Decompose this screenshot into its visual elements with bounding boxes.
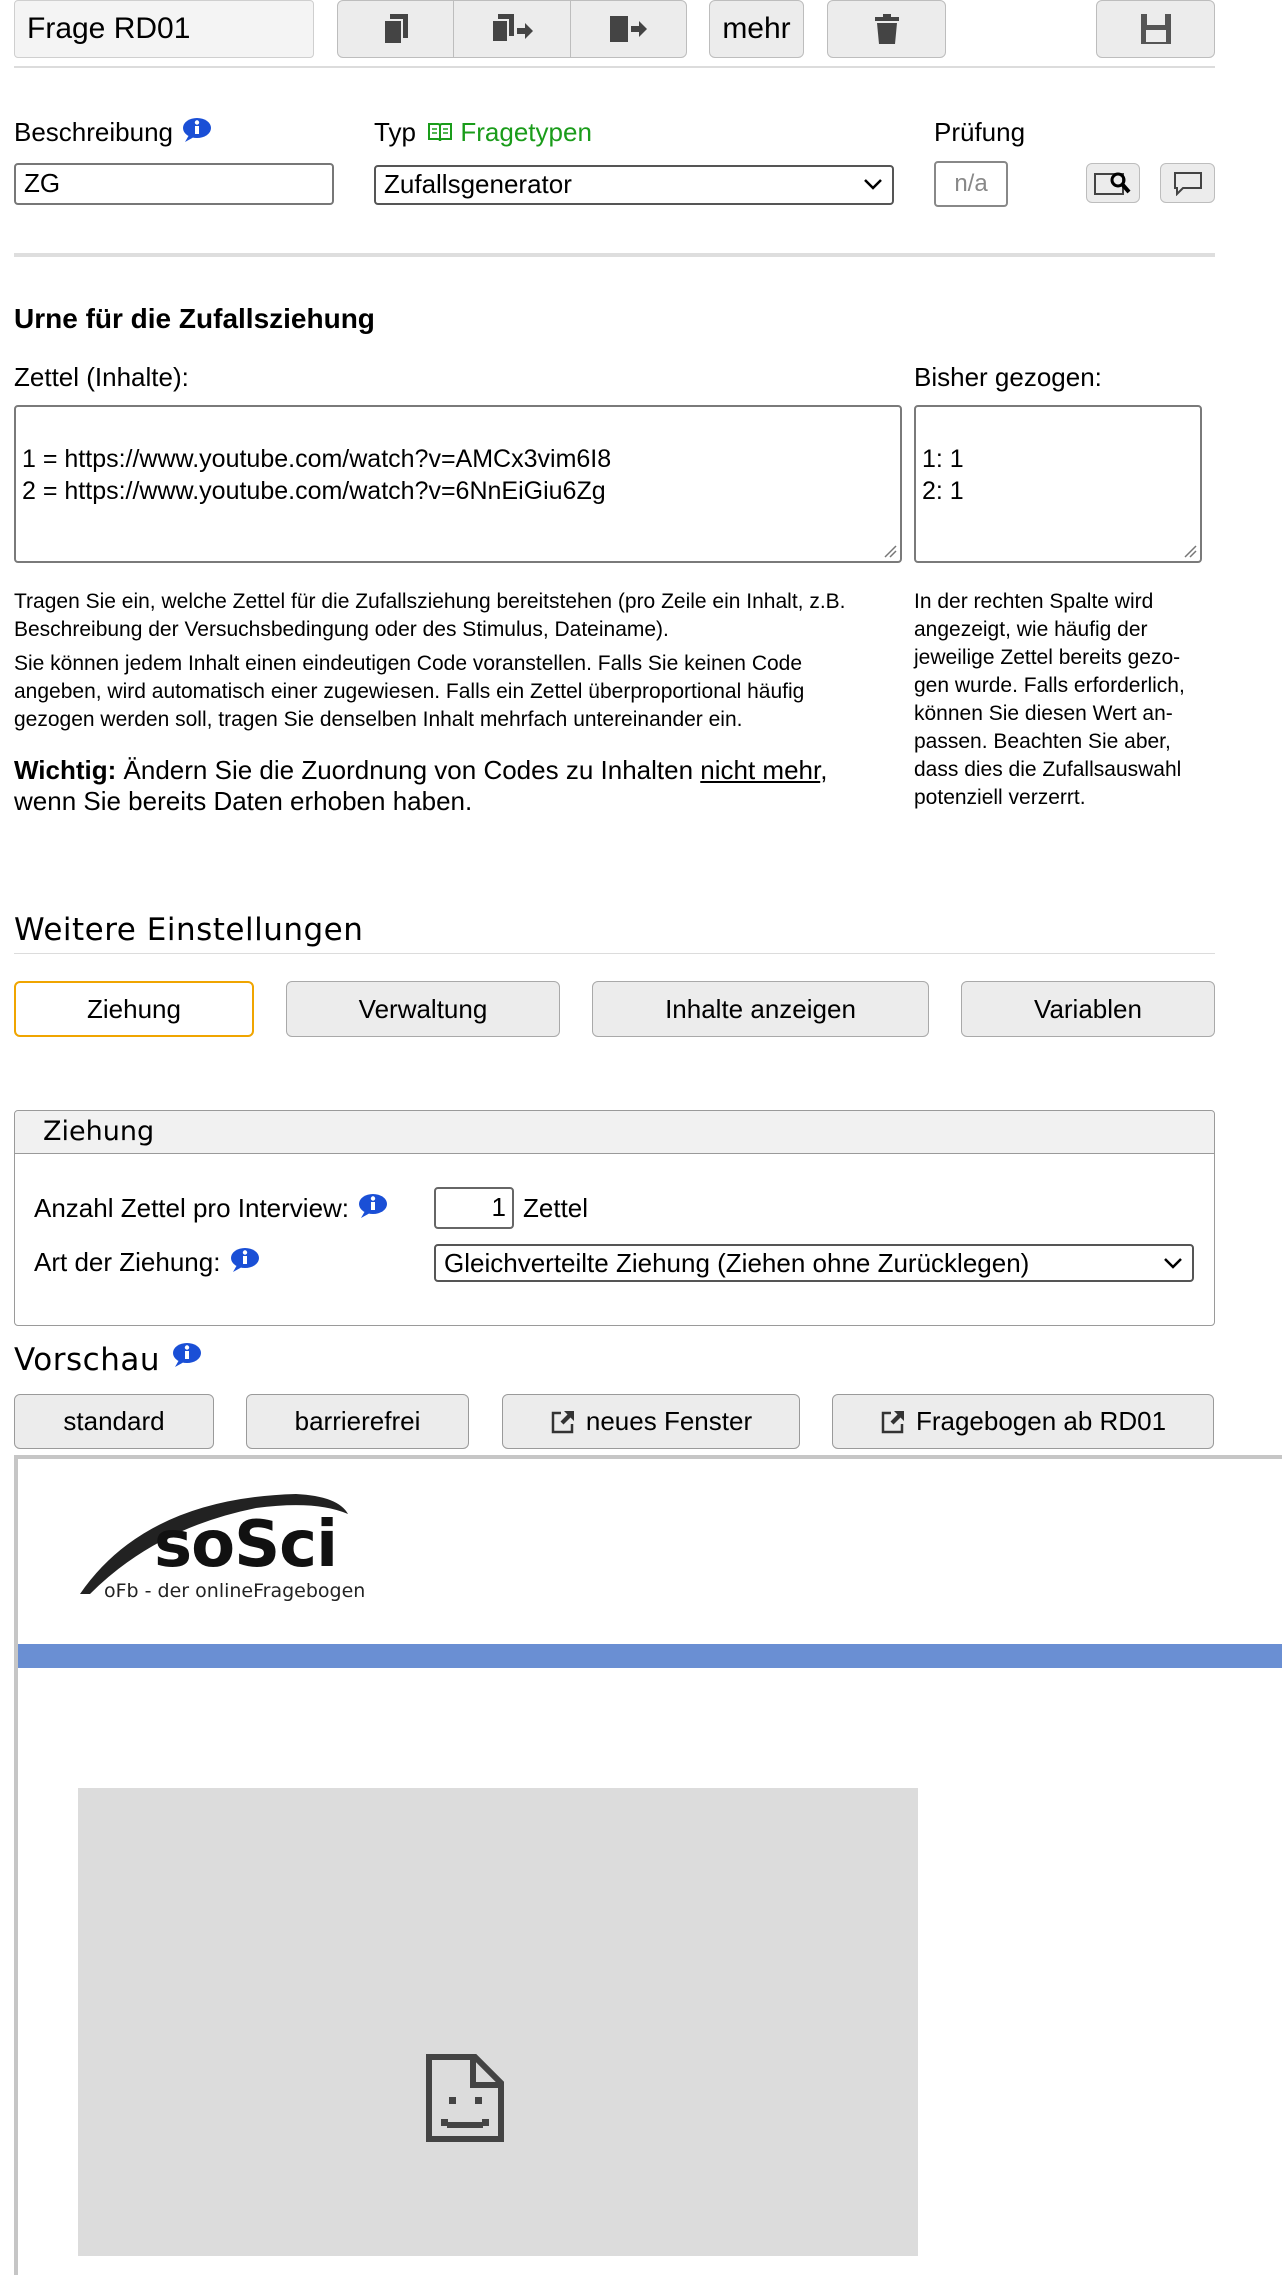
count-input[interactable]: 1 [434,1187,514,1229]
description-label: Beschreibung [14,117,214,148]
preview-accessible-button[interactable]: barrierefrei [246,1394,469,1449]
resize-handle-icon[interactable] [883,544,897,558]
info-icon[interactable] [180,117,214,143]
urn-title: Urne für die Zufallsziehung [14,303,375,334]
preview-new-window-button[interactable] [502,1394,800,1449]
contents-textarea[interactable] [14,405,902,563]
drawing-legend: Ziehung [15,1111,1214,1154]
tab-verwaltung[interactable]: Verwaltung [286,981,560,1037]
preview-title: Vorschau [14,1342,204,1378]
preview-header-bar [18,1644,1282,1668]
drawn-label: Bisher gezogen: [914,362,1102,392]
comment-button[interactable] [1160,163,1215,203]
logo-text: soSci [154,1508,338,1582]
contents-label: Zettel (Inhalte): [14,362,189,392]
move-to-icon [606,12,650,46]
info-icon[interactable] [228,1247,262,1273]
more-button[interactable]: mehr [709,0,804,58]
move-to-button[interactable] [571,1,686,57]
drawn-help: In der rechten Spalte wird angezeigt, wie häufig der jeweilige Zettel bereits gezo-gen wurde. Falls erforderlich, können Sie diesen Wert an-passen. Beachten Sie aber, dass dies die Zufallsauswahl potenziell verzerrt. [914,590,1185,809]
check-field: n/a [934,161,1008,207]
type-select-value: Zufallsgenerator [384,169,572,199]
contents-text: 1 = https://www.youtube.com/watch?v=AMCx3vim6I8 2 = https://www.youtube.com/watch?v=6NnEiGiu6Zg [22,445,612,505]
info-icon[interactable] [356,1193,390,1219]
save-button[interactable] [1096,0,1215,58]
tab-variablen[interactable]: Variablen [961,981,1215,1037]
mode-label: Art der Ziehung: [34,1247,262,1278]
copy-to-button[interactable] [454,1,570,57]
count-label: Anzahl Zettel pro Interview: [34,1193,390,1224]
copy-to-icon [489,12,535,46]
drawn-text: 1: 1 2: 1 [922,445,964,505]
question-types-link[interactable]: Fragetypen [460,117,592,147]
resize-handle-icon[interactable] [1183,544,1197,558]
info-icon[interactable] [170,1342,204,1368]
contents-help-2: Sie können jedem Inhalt einen eindeutigen Code voranstellen. Falls Sie keinen Code angeben, wird automatisch einer zugewiesen. Falls ein Zettel überproportional häufig gezogen werden soll, tragen Sie denselben Inhalt mehrfach untereinander ein. [14,652,805,731]
preview-questionnaire-label: Fragebogen ab RD01 [915,1406,1167,1436]
count-unit: Zettel [523,1193,589,1223]
settings-title: Weitere Einstellungen [14,912,364,948]
important-label: Wichtig: [14,755,117,785]
sosci-logo [76,1488,396,1608]
section-divider [14,253,1215,257]
book-icon [427,121,453,143]
toolbar-divider [14,66,1215,68]
check-label: Prüfung [934,117,1026,147]
important-text-pre: Ändern Sie die Zuordnung von Codes zu Inhalten [116,755,701,785]
trash-icon [873,13,901,45]
question-title: Frage RD01 [14,0,314,58]
broken-file-icon [425,2053,505,2143]
type-label: Typ Fragetypen [374,117,592,147]
speech-bubble-icon [1172,170,1204,196]
mode-select-value: Gleichverteilte Ziehung (Ziehen ohne Zurücklegen) [444,1248,1030,1278]
description-input[interactable]: ZG [14,163,334,205]
logo-subtitle: oFb - der onlineFragebogen [104,1580,366,1602]
inspect-button[interactable] [1086,163,1140,203]
duplicate-button[interactable] [338,1,454,57]
chevron-down-icon [1162,1252,1184,1274]
settings-divider [14,953,1215,954]
drawn-textarea[interactable] [914,405,1202,563]
delete-button[interactable] [827,0,946,58]
chevron-down-icon [862,173,884,195]
contents-help-1: Tragen Sie ein, welche Zettel für die Zufallsziehung bereitstehen (pro Zeile ein Inhalt, z.B. Beschreibung der Versuchsbedingung oder des Stimulus, Dateiname). [14,590,846,641]
important-text-post: , wenn Sie bereits Daten erhoben haben. [14,755,828,816]
copy-button-group [337,0,687,58]
important-note [14,755,874,817]
external-link-icon [550,1409,576,1435]
external-link-icon [880,1409,906,1435]
tab-inhalte-anzeigen[interactable]: Inhalte anzeigen [592,981,929,1037]
copy-icon [381,12,411,46]
save-icon [1139,12,1173,46]
magnifier-icon [1093,169,1133,197]
preview-questionnaire-button[interactable] [832,1394,1214,1449]
type-select[interactable] [374,165,894,205]
broken-media-placeholder [78,1788,918,2256]
mode-select[interactable] [434,1244,1194,1282]
tab-ziehung[interactable]: Ziehung [14,981,254,1037]
preview-new-window-label: neues Fenster [585,1406,753,1436]
important-text-underline: nicht mehr [700,755,821,785]
preview-standard-button[interactable]: standard [14,1394,214,1449]
